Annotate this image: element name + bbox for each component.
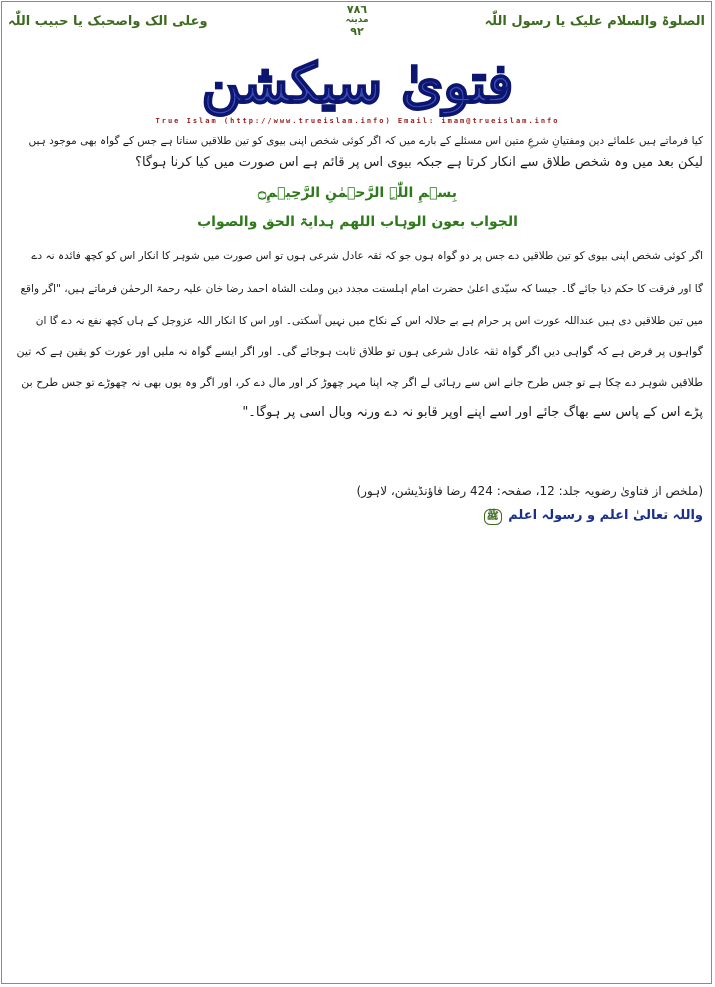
salutation-right: الصلوۃ والسلام علیک یا رسول اللّٰہ — [484, 14, 705, 29]
salutation-left: وعلی الک واصحبک یا حبیب اللّٰہ — [8, 14, 208, 29]
site-contact-line: True Islam (http://www.trueislam.info) Email: imam@trueislam.info — [155, 117, 560, 125]
page-ref-top: ٧٨٦ — [346, 3, 368, 16]
sallallah-seal: ﷺ — [484, 509, 502, 525]
page-frame — [1, 1, 712, 984]
answer-line-1: اگر کوئی شخص اپنی بیوی کو تین طلاقیں دے جس پر دو گواہ ہوں جو کہ ثقہ عادل شرعی ہوں تو اس صورت میں شوہر کا انکار اس کو کچھ فائدہ نہ دے — [31, 250, 703, 262]
page-ref-bottom: ٩٢ — [350, 25, 364, 38]
closing-text: واللہ تعالیٰ اعلم و رسولہ اعلم — [508, 508, 703, 523]
answer-line-6: پڑے اس کے پاس سے بھاگ جائے اور اسے اپنے اوپر قابو نہ دے ورنہ وبال اسی پر ہوگا۔" — [242, 405, 703, 420]
answer-heading: الجواب بعون الوہاب اللھم ہدایۃ الحق والصواب — [197, 214, 518, 230]
question-line-2: لیکن بعد میں وہ شخص طلاق سے انکار کرتا ہے جبکہ بیوی اس پر قائم ہے اس صورت میں کیا کرنا ہوگا؟ — [135, 155, 703, 170]
answer-line-2: گا اور فرقت کا حکم دیا جائے گا۔ جیسا کہ سیّدی اعلیٰ حضرت امام اہلسنت مجدد دین وملت الشاہ احمد رضا خان علیہ رحمۃ الرحمٰن فرماتے ہیں، "اگر واقع — [20, 283, 703, 295]
question-line-1: کیا فرماتے ہیں علمائے دین ومفتیانِ شرعِ متین اس مسئلے کے بارے میں کہ اگر کوئی شخص اپنی بیوی کو تین طلاقیں سناتا ہے جس کے گواہ بھی موجود ہیں — [28, 135, 703, 147]
source-citation: (ملخص از فتاویٰ رضویہ جلد: 12، صفحہ: 424 رضا فاؤنڈیشن، لاہور) — [356, 484, 703, 498]
page-ref-mid: مدینہ — [345, 15, 369, 25]
bismillah: بِسۡمِ اللّٰہِ الرَّحۡمٰنِ الرَّحِیۡمِ۝ — [257, 185, 458, 201]
answer-line-3: میں تین طلاقیں دی ہیں عنداللہ عورت اس پر حرام ہے بے حلالہ اس کے نکاح میں نہیں آسکتی۔ اور اس کا انکار اللہ عزوجل کے ہاں کچھ نفع نہ دے گا ان — [35, 315, 703, 327]
closing-line — [484, 508, 703, 525]
answer-line-4: گواہوں پر فرض ہے کہ گواہی دیں اگر گواہ ثقہ عادل شرعی ہوں تو طلاق ثابت ہوجائے گی۔ اور اگر ایسے گواہ نہ ملیں اور عورت کو یقین ہے کہ تین — [16, 345, 703, 358]
answer-line-5: طلاقیں شوہر دے چکا ہے تو جس طرح جانے اس سے رہائی لے اگر چہ اپنا مہر چھوڑ کر اور مال دے کر، اور اگر وہ یوں بھی نہ چھوڑے تو جس طرح بن — [21, 376, 703, 389]
page-title: فتویٰ سیکشن — [201, 51, 514, 115]
page-number-emblem — [322, 4, 392, 37]
